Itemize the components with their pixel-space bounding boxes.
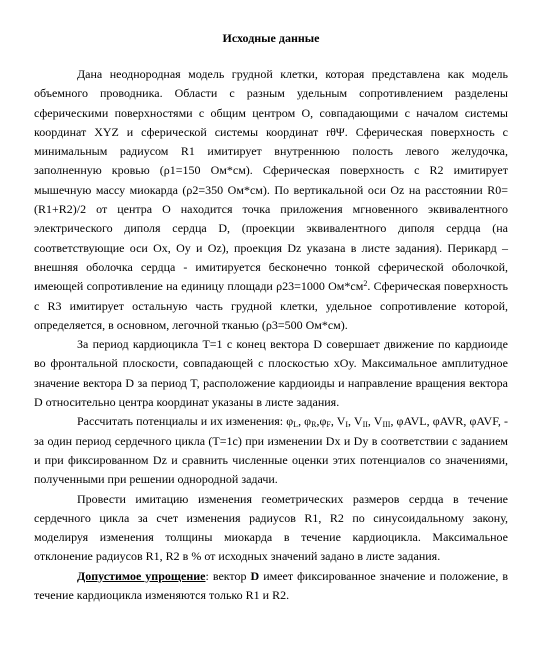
paragraph-simplification [34,567,508,606]
paragraph-geometry-simulation: Провести имитацию изменения геометрических размеров сердца в течение сердечного цикла за счет изменения радиусов R1, R2 по синусоидальному закону, моделируя изменения толщины миокарда в течение кардиоцикла. Максимальное отклонение радиусов R1, R2 в % от исходных значений задано в листе задания. [34,491,508,564]
document-title: Исходные данные [222,31,320,45]
paragraph-text: ,φ [316,414,327,429]
vector-symbol: D [250,568,260,583]
paragraph-text: имеет фиксированное значение и положение, в течение кардиоцикла изменяются только R1 и R2. [34,568,509,603]
paragraph-text: . Сферическая поверхность с R3 имитирует остальную часть грудной клетки, удельное сопротивление которой, определяется, в основном, легочной тканью (ρ3=500 Ом*см). [34,279,508,332]
paragraph-text: : вектор [205,568,251,583]
simplification-label: Допустимое упрощение [77,568,206,583]
subscript: II [362,420,368,430]
paragraph-text: , V [367,414,383,429]
paragraph-text: , V [330,414,346,429]
paragraph-text: Рассчитать потенциалы и их изменения: [77,414,287,429]
paragraph-text: , φ [298,414,312,429]
paragraph-text: , V [348,414,363,429]
subscript: I [345,420,349,430]
paragraph-model-description [34,65,508,335]
subscript: L [293,420,299,430]
paragraph-cardiocycle: За период кардиоцикла T=1 с конец вектора D совершает движение по кардиоиде во фронтальной плоскости, совпадающей с плоскостью xOy. Максимальное амплитудное значение вектора D за период T, расположение кардиоиды и направление вращения вектора D относительно центра координат указаны в листе задания. [34,337,508,410]
subscript: III [382,420,391,430]
subscript: R [311,420,317,430]
paragraph-calculate-potentials [34,412,508,489]
superscript: 2 [363,279,368,289]
paragraph-text: Дана неоднородная модель грудной клетки, которая представлена как модель объемного проводника. Области с разным удельным сопротивлением разделены сферическими поверхностями с общим центром O, совпадающими с началом системы координат XYZ и сферической системы координат rθΨ. Сферическая поверхность с минимальным радиусом R1 имитирует внутреннюю полость левого желудочка, заполненную кровью (ρ1=150 Ом*см). Сферическая поверхность с R2 имитирует мышечную массу миокарда (ρ2=350 Ом*см). По вертикальной оси Oz на расстоянии R0=(R1+R2)/2 от центра O находится точка приложения мгновенного эквивалентного электрического диполя сердца D, (проекции эквивалентного диполя сердца (на соответствующие оси Ox, Oy и Oz), проекция Dz указана в листе задания). Перикард – внешняя оболочка сердца - имитируется бесконечно тонкой сферической оболочкой, имеющей сопротивление на единицу площади ρ23=1000 Ом*см [34,67,508,294]
subscript: F [326,420,331,430]
paragraph-text: , φAVL, φAVR, φAVF, - за один период сердечного цикла (T=1c) при изменении Dx и Dy в соответствии с заданием и при фиксированном Dz и сравнить численные оценки этих потенциалов со значениями, полученными при решении однородной задачи. [34,414,509,487]
symbol-phi: φ [286,414,294,429]
